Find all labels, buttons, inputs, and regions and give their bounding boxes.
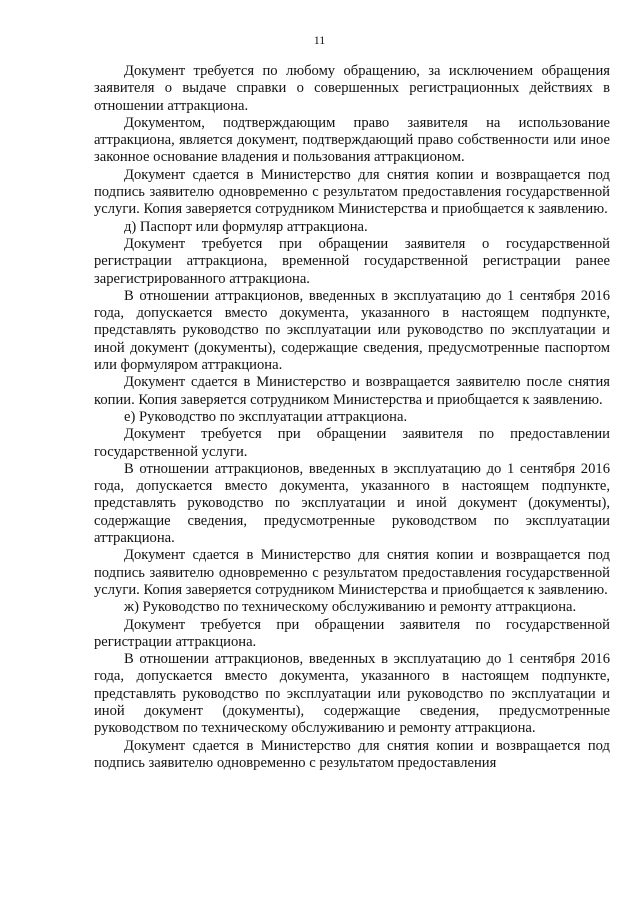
subheading-d: д) Паспорт или формуляр аттракциона. xyxy=(124,218,368,235)
paragraph-7: Документ сдается в Министерство и возвращается заявителю после снятия копии. Копия заверяется сотрудником Министерства и приобщается к заявлению. xyxy=(94,374,610,408)
paragraph-14: В отношении аттракционов, введенных в эксплуатацию до 1 сентября 2016 года, допускается вместо документа, указанного в настоящем подпункте, представлять руководство по эксплуатации или руководство по эксплуатации и иной документ (документы), содержащие сведения, предусмотренные руководством по техническому обслуживанию и ремонту аттракциона. xyxy=(94,651,610,737)
paragraph-5: Документ требуется при обращении заявителя о государственной регистрации аттракциона, временной государственной регистрации ранее зарегистрированного аттракциона. xyxy=(94,235,610,287)
paragraph-11: Документ сдается в Министерство для снятия копии и возвращается под подпись заявителю одновременно с результатом предоставления государственной услуги. Копия заверяется сотрудником Министерства и приобщается к заявлению. xyxy=(94,547,610,598)
paragraph-6: В отношении аттракционов, введенных в эксплуатацию до 1 сентября 2016 года, допускается вместо документа, указанного в настоящем подпункте, представлять руководство по эксплуатации или руководство по эксплуатации и иной документ (документы), содержащие сведения, предусмотренные паспортом или формуляром аттракциона. xyxy=(94,287,610,374)
paragraph-13: Документ требуется при обращении заявителя по государственной регистрации аттракциона. xyxy=(94,616,610,650)
paragraph-10: В отношении аттракционов, введенных в эксплуатацию до 1 сентября 2016 года, допускается вместо документа, указанного в настоящем подпункте, представлять руководство по эксплуатации и иной документ (документы), содержащие сведения, предусмотренные руководством по эксплуатации аттракциона. xyxy=(94,460,610,547)
paragraph-9: Документ требуется при обращении заявителя по предоставлении государственной услуги. xyxy=(94,426,610,460)
paragraph-15: Документ сдается в Министерство для снятия копии и возвращается под подпись заявителю одновременно с результатом предоставления xyxy=(94,737,610,771)
paragraph-2: Документом, подтверждающим право заявителя на использование аттракциона, является документ, подтверждающий право собственности или иное законное основание владения и пользования аттракционом. xyxy=(94,114,610,166)
subheading-zh: ж) Руководство по техническому обслуживанию и ремонту аттракциона. xyxy=(124,599,577,616)
paragraph-1: Документ требуется по любому обращению, за исключением обращения заявителя о выдаче справки о совершенных регистрационных действиях в отношении аттракциона. xyxy=(94,63,610,114)
subheading-e: е) Руководство по эксплуатации аттракциона. xyxy=(124,408,408,425)
paragraph-3: Документ сдается в Министерство для снятия копии и возвращается под подпись заявителю одновременно с результатом предоставления государственной услуги. Копия заверяется сотрудником Министерства и приобщается к заявлению. xyxy=(94,166,610,218)
page-number: 11 xyxy=(313,33,326,47)
document-body xyxy=(94,63,610,772)
